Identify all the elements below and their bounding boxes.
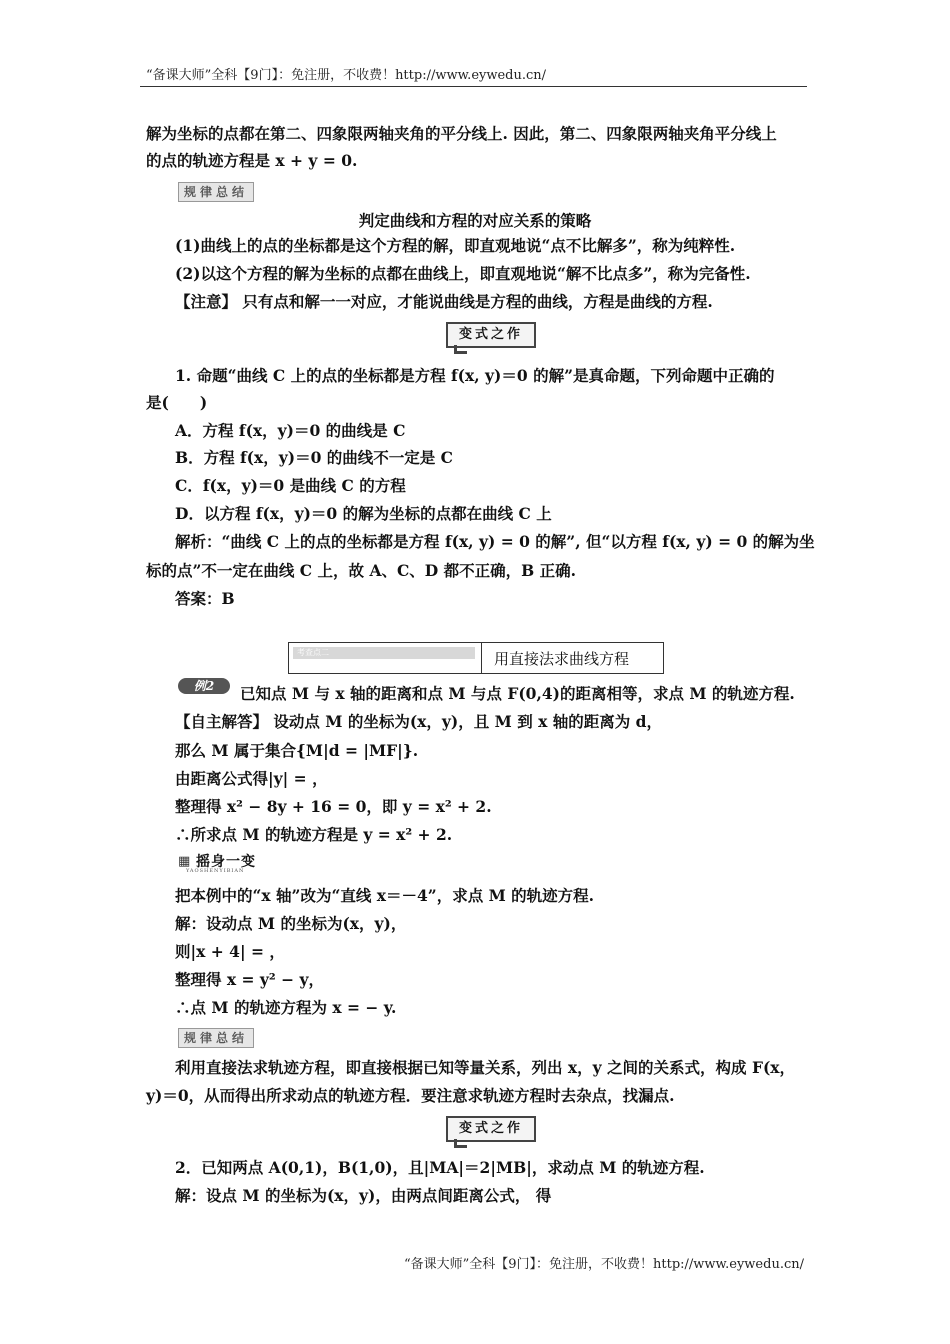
q1-option-a: A．方程 f(x，y)＝0 的曲线是 C <box>175 421 406 440</box>
q1-stem: 1. 命题“曲线 C 上的点的坐标都是方程 f(x, y)＝0 的解”是真命题，下列命题中正确的 <box>175 366 775 385</box>
section-header-box <box>288 642 664 674</box>
solution-line: 由距离公式得|y| = ， <box>175 769 328 788</box>
bianshi-badge: 变式之作 <box>446 322 536 348</box>
variant-line: 解：设动点 M 的坐标为(x，y)， <box>175 914 407 933</box>
summary-point-2: (2)以这个方程的解为坐标的点都在曲线上，即直观地说“解不比点多”，称为完备性. <box>175 264 751 283</box>
q1-option-c: C．f(x，y)＝0 是曲线 C 的方程 <box>175 476 406 495</box>
summary-title: 判定曲线和方程的对应关系的策略 <box>358 211 592 230</box>
page-header: “备课大师”全科【9门】：免注册，不收费！http://www.eywedu.cn/ <box>146 68 547 83</box>
yaoshen-sublabel: YAOSHENYIBIAN <box>186 868 245 874</box>
variant-stem: 把本例中的“x 轴”改为“直线 x＝－4”，求点 M 的轨迹方程. <box>175 886 595 905</box>
guilv-badge: 规律总结 <box>178 182 254 202</box>
example-badge: 例2 <box>178 678 230 694</box>
yaoshen-label: 摇身一变 <box>196 854 256 870</box>
q1-stem-cont: 是( ) <box>146 393 208 412</box>
q2-stem: 2．已知两点 A(0,1)，B(1,0)，且|MA|＝2|MB|，求动点 M 的轨迹方程. <box>175 1158 705 1177</box>
summary2-line: y)＝0，从而得出所求动点的轨迹方程．要注意求轨迹方程时去杂点，找漏点. <box>146 1086 675 1105</box>
summary2-line: 利用直接法求轨迹方程，即直接根据已知等量关系，列出 x，y 之间的关系式，构成 F(x， <box>175 1058 796 1077</box>
yaoshen-badge <box>178 851 268 874</box>
header-rule <box>140 86 807 87</box>
text-line: 的点的轨迹方程是 x + y = 0. <box>146 151 358 170</box>
kaodian-label: 考查点二 <box>293 647 475 659</box>
section-divider <box>481 643 482 673</box>
example-stem: 已知点 M 与 x 轴的距离和点 M 与点 F(0,4)的距离相等，求点 M 的轨迹方程. <box>240 684 795 703</box>
solution-line: 【自主解答】 设动点 M 的坐标为(x，y)，且 M 到 x 轴的距离为 d， <box>175 712 662 731</box>
summary-note: 【注意】 只有点和解一一对应，才能说曲线是方程的曲线，方程是曲线的方程. <box>175 292 713 311</box>
variant-line: 整理得 x = y² − y， <box>175 970 324 989</box>
section-title: 用直接法求曲线方程 <box>494 650 630 668</box>
solution-line: 整理得 x² − 8y + 16 = 0，即 y = x² + 2. <box>175 797 492 816</box>
bianshi-badge: 变式之作 <box>446 1116 536 1142</box>
variant-line: 则|x + 4| = ， <box>175 942 285 961</box>
solution-line: ∴所求点 M 的轨迹方程是 y = x² + 2. <box>175 825 453 844</box>
summary-point-1: (1)曲线上的点的坐标都是这个方程的解，即直观地说“点不比解多”，称为纯粹性. <box>175 236 736 255</box>
guilv-badge: 规律总结 <box>178 1028 254 1048</box>
q2-solution: 解：设点 M 的坐标为(x，y)，由两点间距离公式， 得 <box>175 1186 552 1205</box>
grid-icon: ▦ <box>178 854 191 869</box>
solution-line: 那么 M 属于集合{M|d = |MF|}. <box>175 741 419 760</box>
q1-answer: 答案：B <box>175 589 235 608</box>
q1-option-d: D．以方程 f(x，y)＝0 的解为坐标的点都在曲线 C 上 <box>175 504 552 523</box>
q1-analysis: 解析：“曲线 C 上的点的坐标都是方程 f(x, y) = 0 的解”, 但“以方程 f(x, y) = 0 的解为坐 <box>175 532 815 551</box>
q1-analysis-cont: 标的点”不一定在曲线 C 上，故 A、C、D 都不正确，B 正确. <box>146 561 577 580</box>
page-footer: “备课大师”全科【9门】：免注册，不收费！http://www.eywedu.cn/ <box>403 1257 804 1272</box>
variant-line: ∴点 M 的轨迹方程为 x = − y. <box>175 998 397 1017</box>
text-line: 解为坐标的点都在第二、四象限两轴夹角的平分线上. 因此，第二、四象限两轴夹角平分线上 <box>146 124 777 143</box>
q1-option-b: B．方程 f(x，y)＝0 的曲线不一定是 C <box>175 448 453 467</box>
